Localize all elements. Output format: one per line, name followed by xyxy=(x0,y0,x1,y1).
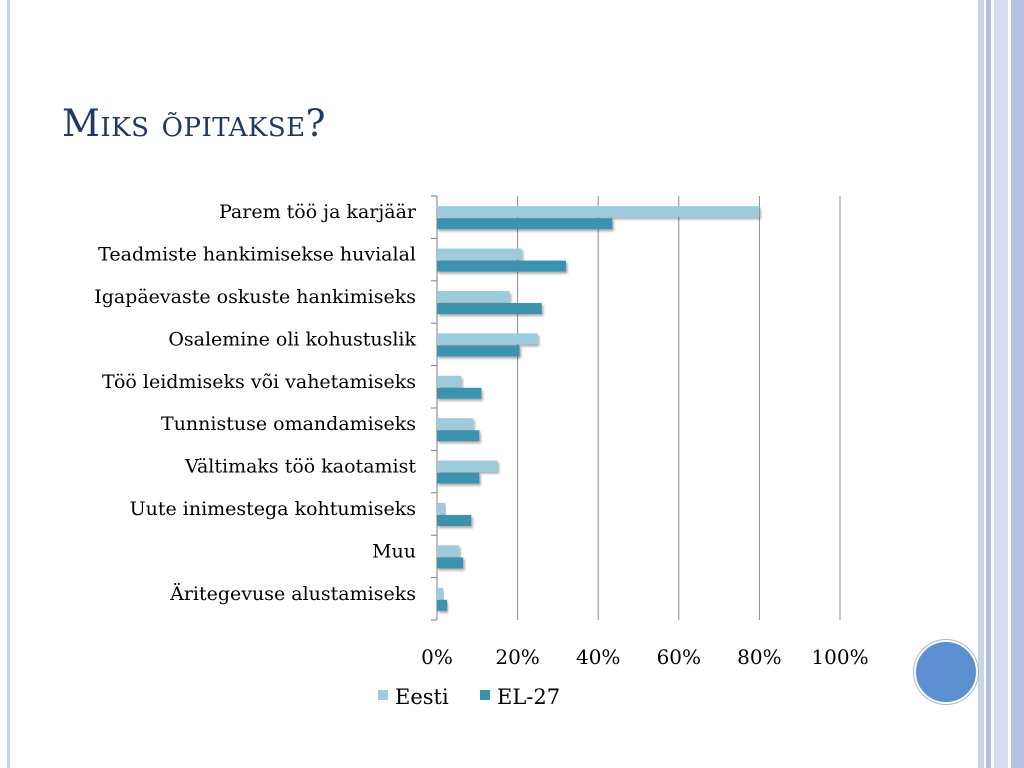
category-label: Töö leidmiseks või vahetamiseks xyxy=(102,370,416,393)
category-label: Tunnistuse omandamiseks xyxy=(161,413,416,436)
bar-eesti xyxy=(437,249,522,260)
category-label: Parem töö ja karjäär xyxy=(218,201,416,224)
bar-eesti xyxy=(437,333,538,344)
chart-x-tick-labels xyxy=(421,645,868,669)
bar-el-27 xyxy=(437,261,566,272)
legend-swatch xyxy=(480,690,490,700)
legend-swatch xyxy=(378,690,388,700)
x-tick-label: 80% xyxy=(737,645,782,669)
category-label: Teadmiste hankimisekse huvialal xyxy=(98,243,416,266)
legend-label: EL-27 xyxy=(497,685,561,709)
bar-el-27 xyxy=(437,473,479,484)
bar-eesti xyxy=(437,418,473,429)
x-tick-label: 40% xyxy=(575,645,621,669)
right-decorative-stripes xyxy=(978,0,1024,768)
bar-eesti xyxy=(437,588,443,599)
bar-el-27 xyxy=(437,345,520,356)
category-label: Muu xyxy=(372,540,416,563)
bar-eesti xyxy=(437,206,759,217)
x-tick-label: 0% xyxy=(421,645,453,669)
bar-el-27 xyxy=(437,303,542,314)
bar-el-27 xyxy=(437,388,481,399)
legend-label: Eesti xyxy=(395,685,449,709)
category-label: Uute inimestega kohtumiseks xyxy=(129,498,416,520)
bar-el-27 xyxy=(437,430,479,441)
bar-eesti xyxy=(437,376,461,387)
bar-el-27 xyxy=(437,515,471,526)
chart-legend xyxy=(378,685,560,709)
x-tick-label: 100% xyxy=(811,645,869,669)
decorative-circle xyxy=(914,640,978,704)
bar-el-27 xyxy=(437,600,447,611)
bar-eesti xyxy=(437,461,497,472)
slide-title: Miks õpitakse? xyxy=(62,102,326,145)
bar-el-27 xyxy=(437,218,612,229)
x-tick-label: 60% xyxy=(656,645,702,669)
bar-eesti xyxy=(437,291,510,302)
category-label: Äritegevuse alustamiseks xyxy=(170,582,416,605)
category-label: Igapäevaste oskuste hankimiseks xyxy=(94,286,416,308)
bar-el-27 xyxy=(437,557,463,568)
bar-eesti xyxy=(437,545,459,556)
bar-eesti xyxy=(437,503,445,514)
category-label: Osalemine oli kohustuslik xyxy=(168,328,416,351)
category-label: Vältimaks töö kaotamist xyxy=(184,455,416,478)
chart-category-labels xyxy=(94,201,417,605)
x-tick-label: 20% xyxy=(495,645,540,669)
